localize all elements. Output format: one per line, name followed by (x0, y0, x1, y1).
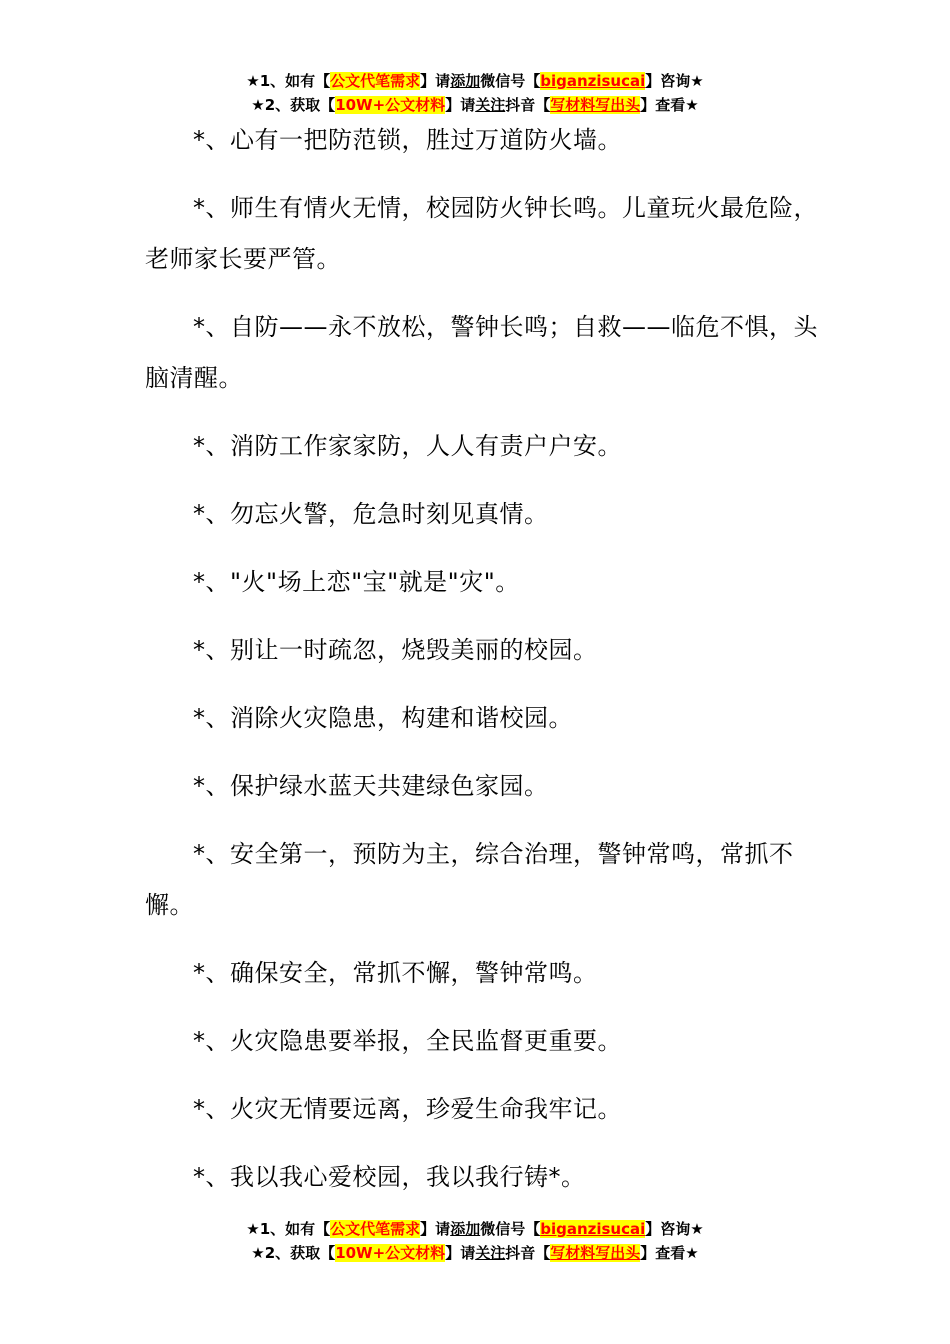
ghostwriting-highlight: 公文代笔需求 (330, 1220, 421, 1238)
materials-highlight: 10W+公文材料 (335, 96, 446, 114)
banner-text: 】查看★ (640, 1244, 699, 1262)
douyin-account-link[interactable]: 写材料写出头 (550, 96, 641, 114)
banner-text: 】请 (420, 1220, 451, 1238)
banner-text: 微信号【 (480, 72, 541, 90)
header-banner-line-1 (0, 69, 950, 93)
add-underline: 添加 (450, 72, 481, 90)
banner-text: 微信号【 (480, 1220, 541, 1238)
slogan-item: *、火灾隐患要举报，全民监督更重要。 (193, 1027, 622, 1055)
banner-text: 】请 (420, 72, 451, 90)
add-underline: 添加 (450, 1220, 481, 1238)
banner-text: 】请 (445, 1244, 476, 1262)
slogan-item: *、火灾无情要远离，珍爱生命我牢记。 (193, 1095, 622, 1123)
header-banner (0, 69, 950, 117)
banner-text: 】请 (445, 96, 476, 114)
slogan-item: *、别让一时疏忽，烧毁美丽的校园。 (193, 636, 598, 664)
banner-text: ★1、如有【 (246, 72, 331, 90)
slogan-item: *、保护绿水蓝天共建绿色家园。 (193, 772, 549, 800)
slogan-item: *、自防——永不放松，警钟长鸣；自救——临危不惧，头脑清醒。 (145, 313, 818, 392)
wechat-id-link[interactable]: biganzisucai (540, 72, 646, 90)
slogan-item: *、确保安全，常抓不懈，警钟常鸣。 (193, 959, 598, 987)
footer-banner-line-2 (0, 1241, 950, 1265)
banner-text: 】咨询★ (645, 72, 704, 90)
follow-underline: 关注 (475, 96, 506, 114)
wechat-id-link[interactable]: biganzisucai (540, 1220, 646, 1238)
slogan-item: *、消除火灾隐患，构建和谐校园。 (193, 704, 573, 732)
follow-underline: 关注 (475, 1244, 506, 1262)
slogan-item: *、勿忘火警，危急时刻见真情。 (193, 500, 549, 528)
banner-text: 抖音【 (505, 1244, 551, 1262)
slogan-item: *、安全第一，预防为主，综合治理，警钟常鸣，常抓不懈。 (145, 840, 794, 919)
slogan-item: *、消防工作家家防，人人有责户户安。 (193, 432, 622, 460)
slogan-item: *、我以我心爱校园，我以我行铸*。 (193, 1163, 586, 1191)
banner-text: ★2、获取【 (251, 96, 336, 114)
douyin-account-link[interactable]: 写材料写出头 (550, 1244, 641, 1262)
banner-text: ★1、如有【 (246, 1220, 331, 1238)
banner-text: 】查看★ (640, 96, 699, 114)
slogan-item: *、师生有情火无情，校园防火钟长鸣。儿童玩火最危险，老师家长要严管。 (145, 194, 818, 273)
slogan-item: *、"火"场上恋"宝"就是"灾"。 (193, 568, 520, 596)
ghostwriting-highlight: 公文代笔需求 (330, 72, 421, 90)
banner-text: 】咨询★ (645, 1220, 704, 1238)
footer-banner-line-1 (0, 1217, 950, 1241)
banner-text: 抖音【 (505, 96, 551, 114)
slogan-item: *、心有一把防范锁，胜过万道防火墙。 (193, 126, 622, 154)
footer-banner (0, 1217, 950, 1265)
materials-highlight: 10W+公文材料 (335, 1244, 446, 1262)
banner-text: ★2、获取【 (251, 1244, 336, 1262)
slogan-list (145, 115, 835, 1220)
header-banner-line-2 (0, 93, 950, 117)
